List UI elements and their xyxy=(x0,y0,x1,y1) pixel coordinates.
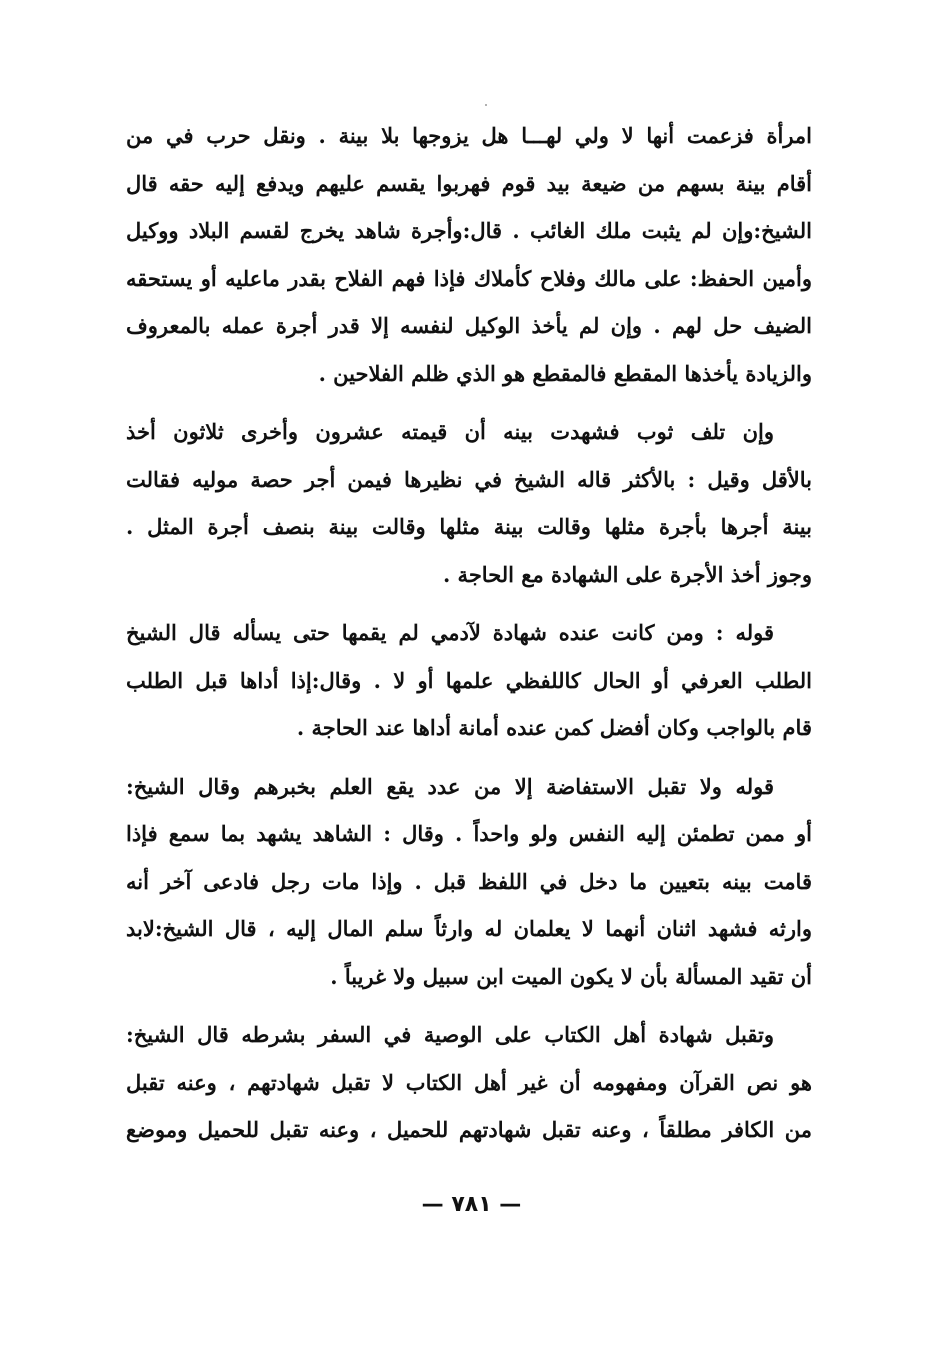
text-line: أو ممن تطمئن إليه النفس ولو واحداً . وقال : الشاهد يشهد بما سمع فإذا xyxy=(126,821,812,846)
scan-speck xyxy=(485,104,487,106)
text-line: وتقبل شهادة أهل الكتاب على الوصية في السفر بشرطه قال الشيخ: xyxy=(126,1022,774,1047)
paragraph-4 xyxy=(126,763,812,1001)
text-line: الطلب العرفي أو الحال كاللفظي علمها أو لا . وقال:إذا أداها قبل الطلب xyxy=(126,667,812,693)
text-line: الشيخ:وإن لم يثبت ملك الغائب . قال:وأجرة شاهد يخرج لقسم البلاد ووكيل xyxy=(126,218,812,243)
body-text xyxy=(126,112,812,1154)
text-line: الضيف حل لهم . وإن لم يأخذ الوكيل لنفسه إلا قدر أجرة عمله بالمعروف xyxy=(126,313,812,338)
paragraph-gap xyxy=(126,598,812,609)
text-line: بينة أجرها بأجرة مثلها وقالت بينة مثلها وقالت بينة بنصف أجرة المثل . xyxy=(126,514,812,539)
paragraph-3 xyxy=(126,609,812,752)
paragraph-gap xyxy=(126,1000,812,1011)
text-line: قوله ولا تقبل الاستفاضة إلا من عدد يقع العلم بخبرهم وقال الشيخ: xyxy=(126,773,774,799)
paragraph-gap xyxy=(126,397,812,408)
text-line: والزيادة يأخذها المقطع فالمقطع هو الذي ظلم الفلاحين . xyxy=(318,360,812,386)
paragraph-gap xyxy=(126,752,812,763)
text-line: بالأقل وقيل : بالأكثر قاله الشيخ في نظيرها فيمن أجر حصة موليه فقالت xyxy=(126,466,812,492)
paragraph-1 xyxy=(126,112,812,397)
paragraph-5 xyxy=(126,1011,812,1154)
text-line: قوله : ومن كانت عنده شهادة لآدمي لم يقمها حتى يسأله قال الشيخ xyxy=(126,620,774,645)
text-line: قامت بينه بتعيين ما دخل في اللفظ قبل . وإذا مات رجل فادعى آخر أنه xyxy=(126,868,812,894)
text-line: وأمين الحفظ: على مالك وفلاح كأملاك فإذا فهم الفلاح بقدر ماعليه أو يستحقه xyxy=(126,265,812,291)
text-line: من الكافر مطلقاً ، وعنه تقبل شهادتهم للحميل ، وعنه تقبل للحميل وموضع xyxy=(126,1117,812,1142)
text-line: هو نص القرآن ومفهومه أن غير أهل الكتاب لا تقبل شهادتهم ، وعنه تقبل xyxy=(126,1069,812,1095)
text-line: أن تقيد المسألة بأن لا يكون الميت ابن سبيل ولا غريباً . xyxy=(330,963,812,989)
text-line: قام بالواجب وكان أفضل كمن عنده أمانة أداها عند الحاجة . xyxy=(296,715,812,740)
paragraph-2 xyxy=(126,408,812,598)
text-line: امرأة فزعمت أنها لا ولي لهـــا هل يزوجها بلا بينة . ونقل حرب في من xyxy=(126,123,812,148)
text-line: أقام بينة بسهم من ضيعة بيد قوم فهربوا يقسم عليهم ويدفع إليه حقه قال xyxy=(126,170,812,196)
text-line: وارثه فشهد اثنان أنهما لا يعلمان له وارثاً سلم المال إليه ، قال الشيخ:لابد xyxy=(126,916,812,941)
text-line: وجوز أخذ الأجرة على الشهادة مع الحاجة . xyxy=(442,561,812,587)
text-line: وإن تلف ثوب فشهدت بينه أن قيمته عشرون وأخرى ثلاثون أخذ xyxy=(126,419,774,444)
page-number: — ٧٨١ — xyxy=(421,1192,522,1217)
